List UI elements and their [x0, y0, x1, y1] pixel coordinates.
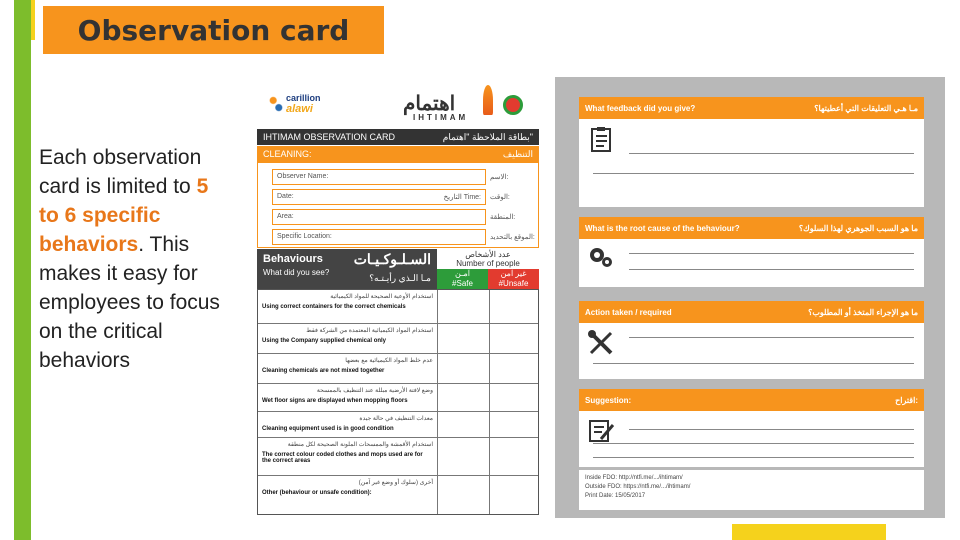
panel-header — [579, 217, 924, 239]
footer-line: Inside FDO: http://ntfi.me/.../ihtimam/ — [585, 475, 683, 481]
field-label-ar: الاسم: — [490, 174, 509, 181]
row-text: Other (behaviour or unsafe condition): — [262, 490, 372, 496]
clipboard-icon — [587, 125, 615, 153]
answer-line[interactable] — [629, 337, 914, 338]
panel-title: What feedback did you give? — [585, 103, 696, 113]
panel-title-ar: مـا هـي التعليقات التي أعطيتها؟ — [814, 103, 918, 113]
row-text-ar: أخرى (سلوك أو وضع غير آمن) — [358, 480, 433, 486]
left-yellow-accent — [31, 0, 35, 40]
section-bar — [257, 146, 539, 162]
carillion-logo-line1: carillion — [286, 93, 321, 103]
panel-header — [579, 97, 924, 119]
row-text-ar: وضع لافتة الأرضية مبللة عند التنظيف بالممسحة — [316, 388, 433, 394]
table-row — [258, 354, 538, 384]
people-count-label-ar: عدد الأشخاص — [465, 250, 511, 259]
footer-line: Outside FDO: https://ntfi.me/.../ihtimam/ — [585, 484, 691, 490]
answer-line[interactable] — [593, 443, 914, 444]
row-text: Using correct containers for the correct chemicals — [262, 304, 406, 310]
field-label: Area: — [277, 213, 294, 220]
ihtimam-logo-english: IHTIMAM — [413, 113, 469, 122]
unsafe-label-ar: غير آمن — [500, 269, 527, 278]
field-label-ar: الوقت: — [490, 194, 510, 201]
safe-column-header — [437, 269, 488, 289]
behaviours-subtitle-ar: مـا الـذي رأيـتـه؟ — [369, 273, 431, 283]
answer-line[interactable] — [593, 173, 914, 174]
row-text: Cleaning equipment used is in good condition — [262, 426, 394, 432]
row-text: Wet floor signs are displayed when mopping floors — [262, 398, 408, 404]
body-paragraph — [39, 143, 229, 375]
slide-title: Observation card — [77, 13, 350, 47]
row-text: Cleaning chemicals are not mixed together — [262, 368, 385, 374]
location-field[interactable] — [272, 229, 486, 245]
field-label: Specific Location: — [277, 233, 332, 240]
field-label-ar: الموقع بالتحديد: — [490, 234, 535, 241]
row-text-ar: استخدام الأوعية الصحيحة للمواد الكيميائية — [330, 294, 433, 300]
body-text-accent: 5 to 6 specific behaviors — [39, 175, 209, 256]
observer-form — [257, 162, 539, 248]
table-row — [258, 290, 538, 324]
carillion-logo-line2: alawi — [286, 103, 313, 115]
safe-label: #Safe — [452, 279, 473, 288]
behaviours-title: Behaviours — [263, 253, 323, 265]
body-text-end: . This makes it easy for employees to focus on the critical behaviors — [39, 233, 220, 372]
panel-title: What is the root cause of the behaviour? — [585, 223, 740, 233]
answer-line[interactable] — [593, 363, 914, 364]
bottom-accent-bar — [732, 524, 886, 540]
section-label: CLEANING: — [263, 149, 312, 159]
card-header-title: IHTIMAM OBSERVATION CARD — [263, 132, 396, 142]
flame-icon — [483, 85, 493, 115]
behaviours-subtitle: What did you see? — [263, 268, 330, 277]
row-text-ar: عدم خلط المواد الكيميائية مع بعضها — [345, 358, 433, 364]
carillion-logo — [269, 91, 359, 117]
action-panel — [579, 301, 924, 379]
observer-name-field[interactable] — [272, 169, 486, 185]
table-row — [258, 476, 538, 514]
panel-title: Suggestion: — [585, 395, 632, 405]
card-header-bar — [257, 129, 539, 145]
field-mid-label: التاريخ Time: — [443, 194, 481, 201]
unsafe-label: #Unsafe — [498, 279, 529, 288]
badge-icon — [503, 95, 523, 115]
behaviours-header — [257, 249, 437, 289]
note-edit-icon — [587, 417, 615, 445]
answer-line[interactable] — [629, 253, 914, 254]
field-label-ar: المنطقة: — [490, 214, 516, 221]
body-text-start: Each observation card is limited to — [39, 146, 202, 198]
card-header-title-ar: بطاقة الملاحظة "اهتمام" — [442, 131, 533, 142]
left-accent-bar — [14, 0, 31, 540]
panel-title-ar: ما هو الإجراء المتخذ أو المطلوب؟ — [808, 307, 918, 317]
table-row — [258, 412, 538, 438]
tools-icon — [587, 329, 615, 357]
gears-icon — [587, 243, 615, 271]
section-label-ar: التنظيف — [502, 148, 533, 159]
row-text-ar: استخدام المواد الكيميائية المعتمدة من الشركة فقط — [306, 328, 433, 334]
answer-line[interactable] — [629, 153, 914, 154]
behaviours-title-ar: السـلـوكـيـات — [353, 251, 431, 267]
suggestion-panel — [579, 389, 924, 467]
panel-title-ar: ما هو السبب الجوهري لهذا السلوك؟ — [798, 223, 918, 233]
field-label: Date: — [277, 193, 294, 200]
safe-label-ar: آمـن — [455, 269, 470, 278]
title-banner — [43, 6, 384, 54]
footer-line: Print Date: 15/05/2017 — [585, 493, 646, 499]
row-text-ar: استخدام الأقمشة والممسحات الملونة الصحيحة لكل منطقة — [287, 442, 433, 448]
panel-header — [579, 389, 924, 411]
behaviours-table — [257, 289, 539, 515]
area-field[interactable] — [272, 209, 486, 225]
answer-line[interactable] — [629, 269, 914, 270]
ihtimam-logo-arabic: اهتمام — [403, 93, 456, 115]
row-text: Using the Company supplied chemical only — [262, 338, 387, 344]
carillion-mark-icon — [269, 95, 283, 113]
row-text: The correct colour coded clothes and mops used are for the correct areas — [262, 452, 423, 464]
people-count-header — [437, 249, 539, 269]
panel-header — [579, 301, 924, 323]
feedback-panel — [579, 97, 924, 207]
field-label: Observer Name: — [277, 173, 329, 180]
panel-title-ar: اقتراح: — [895, 395, 918, 405]
row-text-ar: معدات التنظيف في حالة جيدة — [359, 416, 433, 422]
panel-title: Action taken / required — [585, 307, 672, 317]
people-count-label: Number of people — [456, 259, 520, 268]
table-row — [258, 384, 538, 412]
ihtimam-logo — [403, 85, 543, 125]
answer-line[interactable] — [629, 429, 914, 430]
table-row — [258, 324, 538, 354]
root-cause-panel — [579, 217, 924, 287]
table-row — [258, 438, 538, 476]
observation-card-front — [257, 85, 539, 515]
date-time-field[interactable] — [272, 189, 486, 205]
card-footer — [579, 470, 924, 510]
observation-card-back — [555, 77, 945, 518]
answer-line[interactable] — [593, 457, 914, 458]
unsafe-column-header — [488, 269, 539, 289]
